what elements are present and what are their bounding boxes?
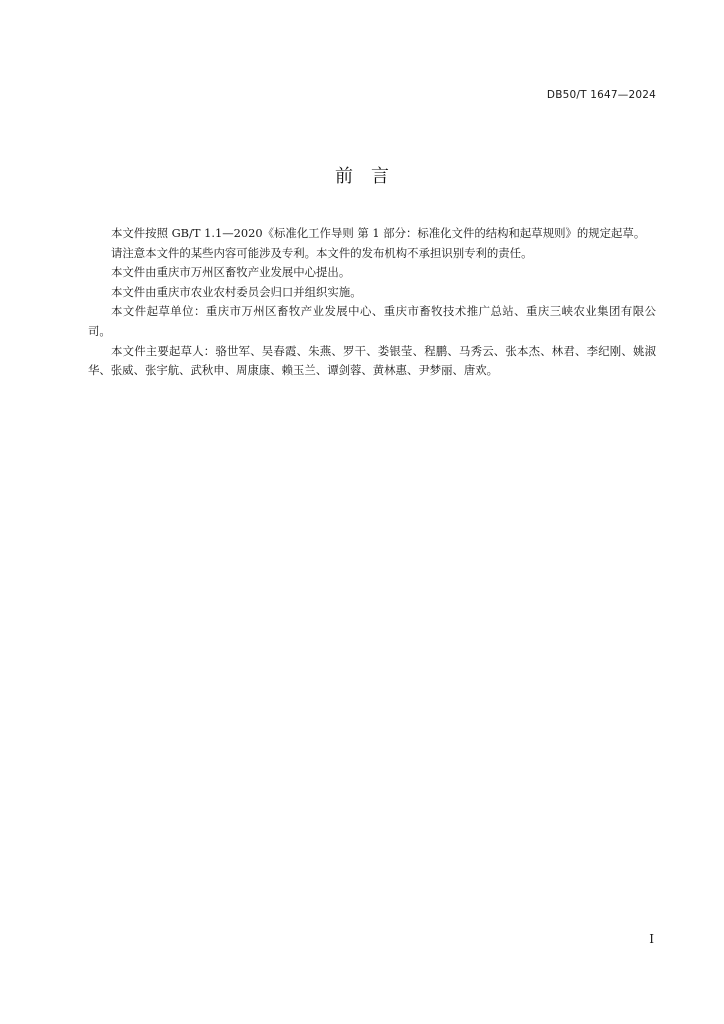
paragraph-administrator: 本文件由重庆市农业农村委员会归口并组织实施。 (111, 284, 362, 299)
paragraph-drafting-rules: 本文件按照 GB/T 1.1—2020《标准化工作导则 第 1 部分：标准化文件的结构和起草规则》的规定起草。 (111, 226, 646, 240)
document-code: DB50/T 1647—2024 (546, 89, 656, 101)
section-title: 前言 (335, 166, 407, 187)
paragraph-drafting-units: 本文件起草单位：重庆市万州区畜牧产业发展中心、重庆市畜牧技术推广总站、重庆三峡农业集团有限公司。 (88, 304, 656, 338)
paragraph-patent-notice: 请注意本文件的某些内容可能涉及专利。本文件的发布机构不承担识别专利的责任。 (111, 245, 533, 260)
paragraph-proposer: 本文件由重庆市万州区畜牧产业发展中心提出。 (111, 265, 351, 280)
page-number: I (649, 932, 654, 946)
document-body (88, 224, 656, 381)
paragraph-drafters: 本文件主要起草人：骆世军、吴春霞、朱燕、罗干、娄银莹、程鹏、马秀云、张本杰、林君、李纪刚、姚淑华、张威、张宇航、武秋申、周康康、赖玉兰、谭剑蓉、黄林惠、尹梦丽、唐欢。 (88, 343, 656, 378)
